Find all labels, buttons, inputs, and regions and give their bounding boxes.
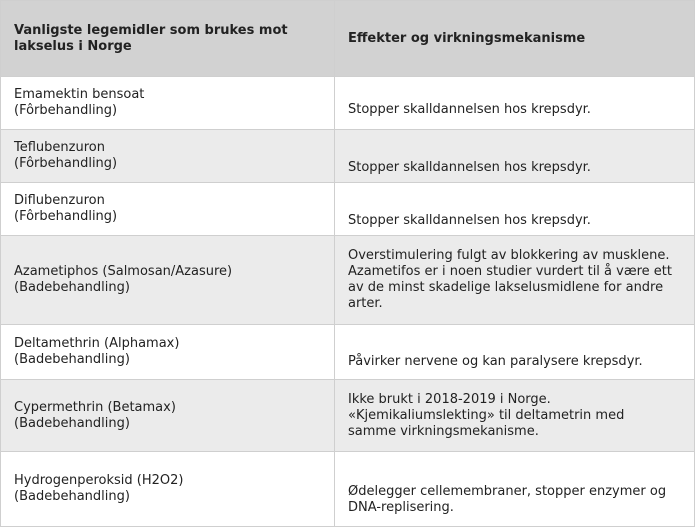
effect-cell: Påvirker nervene og kan paralysere krepsdyr. <box>335 325 695 380</box>
drug-name: Azametiphos (Salmosan/Azasure) <box>14 264 233 279</box>
header-drug: Vanligste legemidler som brukes mot lakselus i Norge <box>1 1 335 77</box>
effect-cell: Stopper skalldannelsen hos krepsdyr. <box>335 77 695 130</box>
drug-name: Teflubenzuron <box>14 140 105 155</box>
drug-name: Diflubenzuron <box>14 193 105 208</box>
effect-cell: Ikke brukt i 2018-2019 i Norge. «Kjemikaliumslekting» til deltametrin med samme virkningsmekanisme. <box>335 380 695 452</box>
table-row <box>1 452 695 527</box>
effect-cell: Overstimulering fulgt av blokkering av musklene. Azametifos er i noen studier vurdert til å være ett av de minst skadelige lakselusmidlene for andre arter. <box>335 236 695 325</box>
drug-treatment: (Badebehandling) <box>14 415 130 431</box>
drug-cell <box>1 183 335 236</box>
drug-treatment: (Badebehandling) <box>14 489 130 504</box>
table-row <box>1 130 695 183</box>
table-row <box>1 183 695 236</box>
drug-name: Hydrogenperoksid (H2O2) <box>14 473 184 488</box>
drug-treatment: (Fôrbehandling) <box>14 103 118 118</box>
drug-cell <box>1 325 335 380</box>
table-row <box>1 236 695 325</box>
header-effect: Effekter og virkningsmekanisme <box>335 1 695 77</box>
drug-treatment: (Fôrbehandling) <box>14 209 118 224</box>
header-row <box>1 1 695 77</box>
effect-cell: Ødelegger cellemembraner, stopper enzymer og DNA-replisering. <box>335 452 695 527</box>
drug-treatment: (Badebehandling) <box>14 352 130 367</box>
table-row <box>1 380 695 452</box>
table-row <box>1 325 695 380</box>
effect-cell: Stopper skalldannelsen hos krepsdyr. <box>335 130 695 183</box>
effect-cell: Stopper skalldannelsen hos krepsdyr. <box>335 183 695 236</box>
drug-cell <box>1 452 335 527</box>
drug-cell <box>1 130 335 183</box>
drug-name: Deltamethrin (Alphamax) <box>14 336 180 351</box>
drug-name: Emamektin bensoat <box>14 87 145 102</box>
table-row <box>1 77 695 130</box>
drug-name: Cypermethrin (Betamax) <box>14 399 176 415</box>
drug-cell <box>1 380 335 452</box>
drug-treatment: (Fôrbehandling) <box>14 156 118 171</box>
drug-cell <box>1 77 335 130</box>
drug-cell <box>1 236 335 325</box>
drug-treatment: (Badebehandling) <box>14 280 130 295</box>
